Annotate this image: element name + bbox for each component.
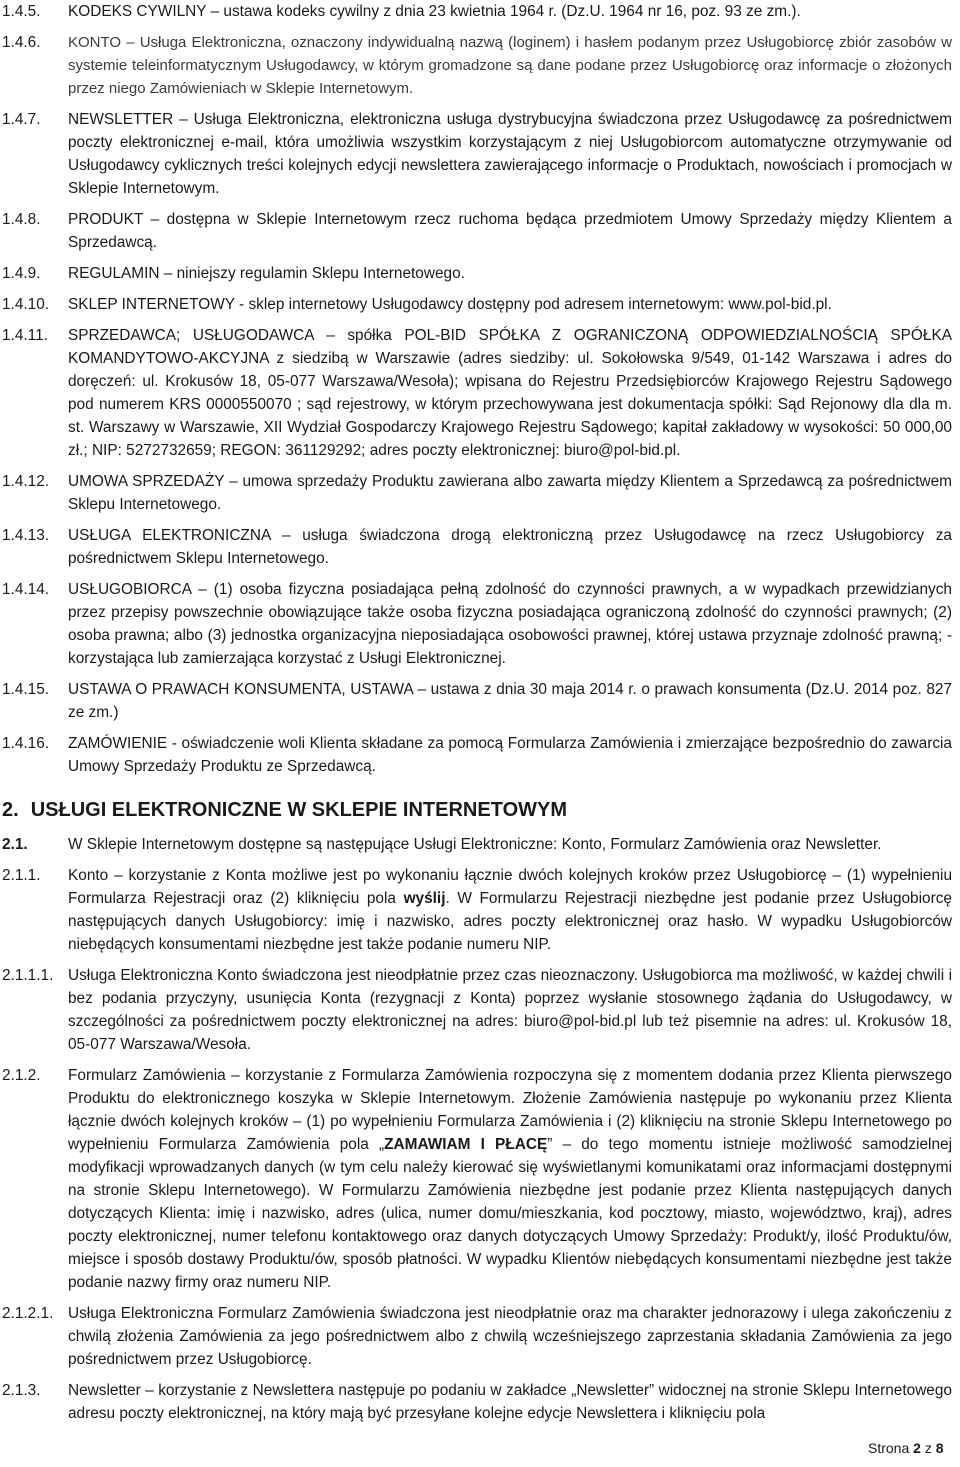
definition-1-4-15	[2, 678, 956, 724]
item-text	[68, 864, 956, 956]
definition-1-4-13	[2, 524, 956, 570]
definition-1-4-11	[2, 324, 956, 462]
item-number: 2.1.1.1.	[2, 967, 54, 984]
item-text: Usługa Elektroniczna Konto świadczona jest nieodpłatnie przez czas nieoznaczony. Usługobiorca ma możliwość, w każdej chwili i bez podania przyczyny, usunięcia Konta (rezygnacji z Konta) poprzez wysłanie stosownego żądania do Usługodawcy, w szczególności za pośrednictwem poczty elektronicznej na adres: biuro@pol-bid.pl lub też pisemnie na adres: ul. Krokusów 18, 05-077 Warszawa/Wesoła.	[68, 967, 952, 1053]
item-number: 1.4.15.	[2, 681, 50, 698]
footer-page: 2	[913, 1440, 921, 1456]
footer-of: z	[924, 1440, 932, 1456]
item-number: 1.4.16.	[2, 735, 50, 752]
field-name-wyslij: wyślij	[403, 890, 446, 907]
definition-1-4-16	[2, 732, 956, 778]
item-number: 2.1.3.	[2, 1382, 41, 1399]
item-number: 1.4.7.	[2, 111, 41, 128]
item-number: 1.4.10.	[2, 296, 50, 313]
definition-1-4-9	[2, 262, 956, 285]
clause-2-1-1	[2, 864, 956, 956]
item-text: REGULAMIN – niniejszy regulamin Sklepu Internetowego.	[68, 265, 465, 282]
footer-total: 8	[935, 1440, 944, 1456]
item-text: USŁUGOBIORCA – (1) osoba fizyczna posiadająca pełną zdolność do czynności prawnych, a w wypadkach przewidzianych przez przepisy powszechnie obowiązujące także osoba fizyczna posiadająca ograniczoną zdolność do czynności prawnych; (2) osoba prawna; albo (3) jednostka organizacyjna nieposiadająca osobowości prawnej, której ustawa przyznaje zdolność prawną; - korzystająca lub zamierzająca korzystać z Usługi Elektronicznej.	[68, 581, 952, 667]
item-text: ZAMÓWIENIE - oświadczenie woli Klienta składane za pomocą Formularza Zamówienia i zmierzające bezpośrednio do zawarcia Umowy Sprzedaży Produktu ze Sprzedawcą.	[68, 735, 952, 775]
item-text: PRODUKT – dostępna w Sklepie Internetowym rzecz ruchoma będąca przedmiotem Umowy Sprzedaży między Klientem a Sprzedawcą.	[68, 211, 952, 251]
definitions-list	[2, 0, 956, 1425]
definition-1-4-5	[2, 0, 956, 23]
text-part: Konto – korzystanie z Konta możliwe jest po wykonaniu łącznie dwóch kolejnych kroków przez Usługobiorcę – (1) wypełnieniu Formularza Rejestracji oraz (2) kliknięciu pola	[68, 867, 952, 907]
field-name-zamawiam: ZAMAWIAM I PŁACĘ	[384, 1136, 548, 1153]
definition-1-4-14	[2, 578, 956, 670]
section-heading	[2, 797, 956, 823]
clause-2-1-2-1	[2, 1302, 956, 1371]
item-number: 2.1.2.1.	[2, 1305, 54, 1322]
item-number: 1.4.8.	[2, 211, 41, 228]
item-text: KODEKS CYWILNY – ustawa kodeks cywilny z dnia 23 kwietnia 1964 r. (Dz.U. 1964 nr 16, poz. 93 ze zm.).	[68, 3, 801, 20]
clause-2-1	[2, 833, 956, 856]
item-text: SKLEP INTERNETOWY - sklep internetowy Usługodawcy dostępny pod adresem internetowym: www.pol-bid.pl.	[68, 296, 832, 313]
definition-1-4-8	[2, 208, 956, 254]
clause-2-1-2	[2, 1064, 956, 1294]
item-text: Newsletter – korzystanie z Newslettera następuje po podaniu w zakładce „Newsletter” widocznej na stronie Sklepu Internetowego adresu poczty elektronicznej, na który mają być przesyłane kolejne edycje Newslettera i kliknięciu pola	[68, 1382, 952, 1422]
item-number: 1.4.6.	[2, 34, 41, 51]
item-text: SPRZEDAWCA; USŁUGODAWCA – spółka POL-BID SPÓŁKA Z OGRANICZONĄ ODPOWIEDZIALNOŚCIĄ SPÓŁKA KOMANDYTOWO-AKCYJNA z siedzibą w Warszawie (adres siedziby: ul. Sokołowska 9/549, 01-142 Warszawa i adres do doręczeń: ul. Krokusów 18, 05-077 Warszawa/Wesoła); wpisana do Rejestru Przedsiębiorców Krajowego Rejestru Sądowego pod numerem KRS 0000550070 ; sąd rejestrowy, w którym przechowywana jest dokumentacja spółki: Sąd Rejonowy dla dla m. st. Warszawy w Warszawie, XII Wydział Gospodarczy Krajowego Rejestru Sądowego; kapitał zakładowy w wysokości: 50 000,00 zł.; NIP: 5272732659; REGON: 361129292; adres poczty elektronicznej: biuro@pol-bid.pl.	[68, 327, 952, 459]
item-number: 1.4.12.	[2, 473, 50, 490]
item-number: 1.4.5.	[2, 3, 41, 20]
page-footer	[868, 1440, 944, 1456]
item-number: 1.4.13.	[2, 527, 50, 544]
item-number: 1.4.14.	[2, 581, 50, 598]
definition-1-4-12	[2, 470, 956, 516]
text-part: Formularz Zamówienia – korzystanie z Formularza Zamówienia rozpoczyna się z momentem dodania przez Klienta pierwszego Produktu do elektronicznego koszyka w Sklepie Internetowym. Złożenie Zamówienia następuje po wykonaniu przez Klienta łącznie dwóch kolejnych kroków – (1) po wypełnieniu Formularza Zamówienia i (2) kliknięciu na stronie Sklepu Internetowego po wypełnieniu Formularza Zamówienia pola „	[68, 1067, 952, 1153]
footer-label: Strona	[868, 1440, 910, 1456]
item-number: 2.1.	[2, 836, 28, 853]
item-text: USTAWA O PRAWACH KONSUMENTA, USTAWA – ustawa z dnia 30 maja 2014 r. o prawach konsumenta (Dz.U. 2014 poz. 827 ze zm.)	[68, 681, 952, 721]
definition-1-4-6	[2, 31, 956, 100]
section-number: 2.	[2, 799, 19, 821]
item-text: KONTO – Usługa Elektroniczna, oznaczony indywidualną nazwą (loginem) i hasłem podanym przez Usługobiorcę zbiór zasobów w systemie teleinformatycznym Usługodawcy, w którym gromadzone są dane podane przez Usługobiorcę oraz informacje o złożonych przez niego Zamówieniach w Sklepie Internetowym.	[68, 34, 952, 97]
definition-1-4-10	[2, 293, 956, 316]
section-title: USŁUGI ELEKTRONICZNE W SKLEPIE INTERNETOWYM	[30, 799, 567, 821]
item-text	[68, 1064, 956, 1294]
item-number: 2.1.2.	[2, 1067, 41, 1084]
item-text: Usługa Elektroniczna Formularz Zamówienia świadczona jest nieodpłatnie oraz ma charakter jednorazowy i ulega zakończeniu z chwilą złożenia Zamówienia za jego pośrednictwem albo z chwilą wcześniejszego zaprzestania składania Zamówienia za jego pośrednictwem przez Usługobiorcę.	[68, 1305, 952, 1368]
clause-2-1-1-1	[2, 964, 956, 1056]
item-number: 1.4.9.	[2, 265, 41, 282]
clause-2-1-3	[2, 1379, 956, 1425]
definition-1-4-7	[2, 108, 956, 200]
text-part: ” – do tego momentu istnieje możliwość samodzielnej modyfikacji wprowadzanych danych (w tym celu należy kierować się wyświetlanymi komunikatami oraz informacjami dostępnymi na stronie Sklepu Internetowego). W Formularzu Zamówienia niezbędne jest podanie przez Klienta następujących danych dotyczących Klienta: imię i nazwisko, adres (ulica, numer domu/mieszkania, kod pocztowy, miasto, województwo, kraj), adres poczty elektronicznej, numer telefonu kontaktowego oraz danych dotyczących Umowy Sprzedaży: Produkt/y, ilość Produktu/ów, miejsce i sposób dostawy Produktu/ów, sposób płatności. W wypadku Klientów niebędących konsumentami niezbędne jest także podanie nazwy firmy oraz numeru NIP.	[68, 1136, 952, 1291]
text-part: . W Formularzu Rejestracji niezbędne jest podanie przez Usługobiorcę następujących danych Usługobiorcy: imię i nazwisko, adres poczty elektronicznej oraz hasło. W wypadku Usługobiorców niebędących konsumentami niezbędne jest także podanie numeru NIP.	[68, 890, 952, 953]
item-number: 2.1.1.	[2, 867, 41, 884]
item-text: W Sklepie Internetowym dostępne są następujące Usługi Elektroniczne: Konto, Formularz Zamówienia oraz Newsletter.	[68, 836, 882, 853]
item-text: NEWSLETTER – Usługa Elektroniczna, elektroniczna usługa dystrybucyjna świadczona przez Usługodawcę za pośrednictwem poczty elektronicznej e-mail, która umożliwia wszystkim korzystającym z niej Usługobiorcom automatyczne otrzymywanie od Usługodawcy cyklicznych treści kolejnych edycji newslettera zawierającego informacje o Produktach, nowościach i promocjach w Sklepie Internetowym.	[68, 111, 952, 197]
item-number: 1.4.11.	[2, 327, 48, 344]
item-text: USŁUGA ELEKTRONICZNA – usługa świadczona drogą elektroniczną przez Usługodawcę na rzecz Usługobiorcy za pośrednictwem Sklepu Internetowego.	[68, 527, 952, 567]
item-text: UMOWA SPRZEDAŻY – umowa sprzedaży Produktu zawierana albo zawarta między Klientem a Sprzedawcą za pośrednictwem Sklepu Internetowego.	[68, 473, 952, 513]
